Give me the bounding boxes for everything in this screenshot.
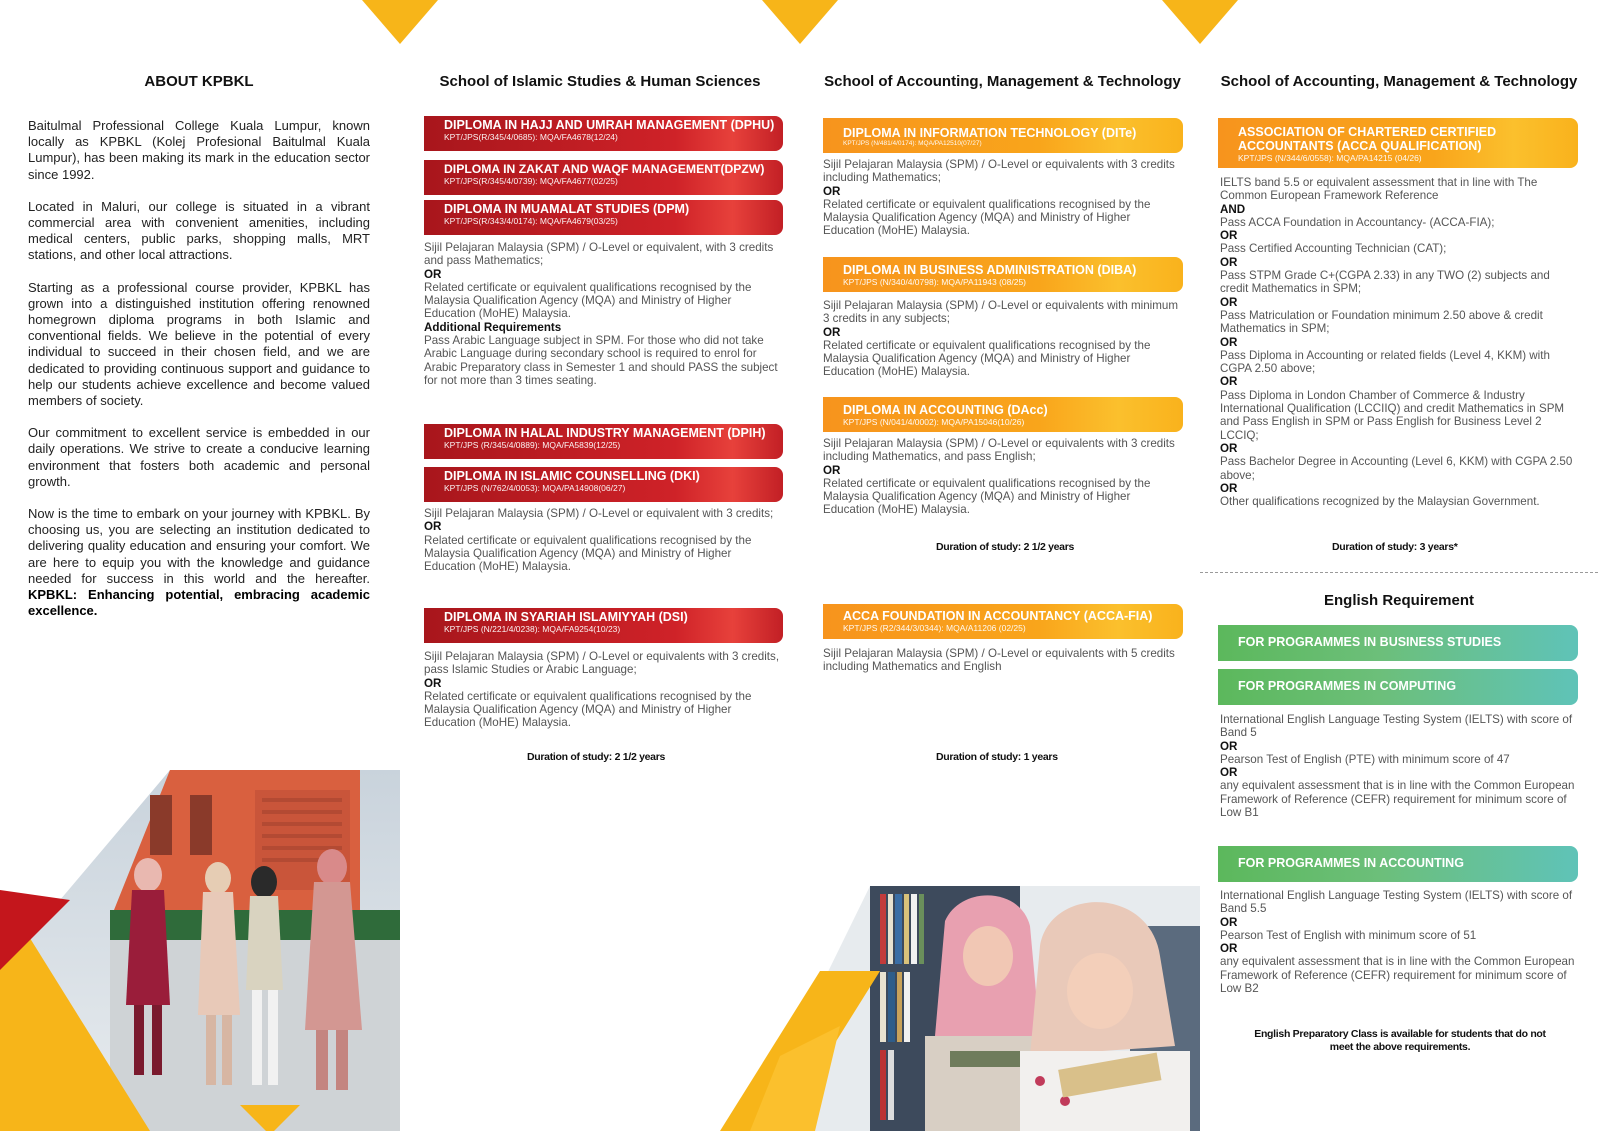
program-name: DIPLOMA IN BUSINESS ADMINISTRATION (DIBA): [843, 263, 1137, 277]
amt-school-title: School of Accounting, Management & Technology: [824, 73, 1181, 90]
students-photo-svg: [0, 770, 400, 1131]
islamic-school-title: School of Islamic Studies & Human Sciences: [439, 73, 761, 90]
library-photo: [720, 886, 1200, 1131]
program-name-line2: ACCOUNTANTS (ACCA QUALIFICATION): [1238, 139, 1482, 153]
amt-school-title-2: School of Accounting, Management & Technology: [1220, 73, 1578, 90]
program-banner-acca-fia[interactable]: [823, 604, 1183, 639]
students-photo: [0, 770, 400, 1131]
program-code: KPT/JPS (R/345/4/0889): MQA/FA5839(12/25): [444, 440, 621, 450]
about-paragraph: Baitulmal Professional College Kuala Lumpur, known locally as KPBKL (Kolej Profesional Baitulmal Kuala Lumpur), has been making its mark in the education sector since 1992.: [28, 118, 370, 182]
requirements-block: Sijil Pelajaran Malaysia (SPM) / O-Level or equivalents with 3 credits, pass Islamic Studies or Arabic Language; OR Related certificate or equivalent qualifications recognised by the Malaysia Qualification Agency (MQA) and Ministry of Higher Education (MoHE) Malaysia.: [424, 650, 780, 730]
about-paragraph: Located in Maluri, our college is situated in a vibrant commercial area with convenient amenities, including medical centers, public parks, shopping malls, MRT stations, and other local attractions.: [28, 198, 370, 263]
requirements-block: Sijil Pelajaran Malaysia (SPM) / O-Level or equivalents with 5 credits including Mathematics and English: [823, 647, 1175, 674]
program-name: DIPLOMA IN ISLAMIC COUNSELLING (DKI): [444, 469, 700, 483]
program-name: DIPLOMA IN ZAKAT AND WAQF MANAGEMENT(DPZW): [444, 162, 765, 176]
additional-requirements-title: Additional Requirements: [424, 320, 562, 334]
about-paragraph: Now is the time to embark on your journey with KPBKL. By choosing us, you are selecting an institution dedicated to delivering quality education and ensuring your comfort. We are here to equip you with the knowledge and guidance needed for success in this world and the hereafter. KPBKL: Enhancing potential, embracing academic excellence.: [28, 506, 370, 619]
english-banner-business[interactable]: [1218, 625, 1578, 661]
section-divider: [1200, 572, 1598, 573]
program-name: DIPLOMA IN ACCOUNTING (DAcc): [843, 403, 1048, 417]
english-requirements-block: International English Language Testing System (IELTS) with score of Band 5.5 OR Pearson Test of English with minimum score of 51 OR any equivalent assessment that is in line with the Common European Framework of Reference (CEFR) requirement for minimum score of Low B2: [1220, 889, 1575, 996]
english-requirement-title: English Requirement: [1323, 592, 1475, 609]
english-banner-label: FOR PROGRAMMES IN BUSINESS STUDIES: [1238, 635, 1502, 649]
program-code: KPT/JPS (R2/344/3/0344): MQA/A11206 (02/25): [843, 623, 1026, 633]
program-banner-dite[interactable]: [823, 118, 1183, 153]
top-triangle-1: [362, 0, 438, 44]
about-text: [28, 118, 370, 619]
requirements-block: Sijil Pelajaran Malaysia (SPM) / O-Level or equivalents with 3 credits including Mathematics, and pass English; OR Related certificate or equivalent qualifications recognised by the Malaysia Qualification Agency (MQA) and Ministry of Higher Education (MoHE) Malaysia.: [823, 437, 1175, 517]
requirements-block: Sijil Pelajaran Malaysia (SPM) / O-Level or equivalents with 3 credits including Mathematics; OR Related certificate or equivalent qualifications recognised by the Malaysia Qualification Agency (MQA) and Ministry of Higher Education (MoHE) Malaysia.: [823, 158, 1175, 238]
program-banner-diba[interactable]: [823, 257, 1183, 292]
program-code: KPT/JPS(R/345/4/0685): MQA/FA4678(12/24): [444, 132, 618, 142]
duration-of-study: Duration of study: 2 1/2 years: [936, 541, 1075, 553]
program-name: DIPLOMA IN HALAL INDUSTRY MANAGEMENT (DPIH): [444, 426, 766, 440]
library-photo-svg: [720, 886, 1200, 1131]
program-code: KPT/JPS(R/345/4/0739): MQA/FA4677(02/25): [444, 176, 618, 186]
program-code: KPT/JPS (N/344/6/0558): MQA/PA14215 (04/26): [1238, 153, 1422, 163]
top-triangle-3: [1162, 0, 1238, 44]
program-banner-dpm[interactable]: [424, 200, 783, 235]
program-banner-dpih[interactable]: [424, 424, 783, 459]
requirements-block: Sijil Pelajaran Malaysia (SPM) / O-Level or equivalent, with 3 credits and pass Mathematics; OR Related certificate or equivalent qualifications recognised by the Malaysia Qualification Agency (MQA) and Ministry of Higher Education (MoHE) Malaysia. Additional Requirements Pass Arabic Language subject in SPM. For those who did not take Arabic Language during secondary school is required to enrol for Arabic Preparatory class in Semester 1 and should PASS the subject for not more than 3 times seating.: [424, 241, 784, 387]
english-preparatory-note: English Preparatory Class is available for students that do not meet the above requirements.: [1254, 1028, 1546, 1053]
program-banner-acca[interactable]: [1218, 118, 1578, 168]
program-banner-dpzw[interactable]: [424, 160, 783, 195]
program-name-line1: ASSOCIATION OF CHARTERED CERTIFIED: [1238, 125, 1497, 139]
program-banner-dacc[interactable]: [823, 397, 1183, 432]
program-code: KPT/JPS (N/340/4/0798): MQA/PA11943 (08/25): [843, 277, 1026, 287]
english-banner-computing[interactable]: [1218, 669, 1578, 705]
program-name: DIPLOMA IN INFORMATION TECHNOLOGY (DITe): [843, 126, 1137, 140]
about-title: ABOUT KPBKL: [144, 73, 254, 90]
program-name: DIPLOMA IN SYARIAH ISLAMIYYAH (DSI): [444, 610, 688, 624]
english-banner-accounting[interactable]: [1218, 846, 1578, 882]
duration-of-study: Duration of study: 1 years: [936, 751, 1058, 763]
program-code: KPT/JPS (N/221/4/0238): MQA/FA9254(10/23): [444, 624, 621, 634]
program-name: ACCA FOUNDATION IN ACCOUNTANCY (ACCA-FIA): [843, 609, 1153, 623]
program-banner-dphu[interactable]: [424, 116, 783, 151]
program-name: DIPLOMA IN HAJJ AND UMRAH MANAGEMENT (DPHU): [444, 118, 775, 132]
duration-of-study: Duration of study: 2 1/2 years: [527, 751, 666, 763]
program-code: KPT/JPS (N/041/4/0002): MQA/PA15046(10/26): [843, 417, 1025, 427]
about-paragraph: Starting as a professional course provider, KPBKL has grown into a distinguished institution offering renowned homegrown diploma programs in both Islamic and conventional fields. We believe in the potential of every individual to succeed in their chosen field, and we are dedicated to providing continuous support and guidance to help our students achieve excellence and become valued members of society.: [28, 279, 370, 409]
english-banner-label: FOR PROGRAMMES IN COMPUTING: [1238, 679, 1457, 693]
requirements-block: Sijil Pelajaran Malaysia (SPM) / O-Level or equivalent with 3 credits; OR Related certificate or equivalent qualifications recognised by the Malaysia Qualification Agency (MQA) and Ministry of Higher Education (MoHE) Malaysia.: [424, 507, 774, 574]
program-banner-dki[interactable]: [424, 467, 783, 502]
about-tagline: KPBKL: Enhancing potential, embracing academic excellence.: [28, 587, 370, 619]
acca-requirements-block: IELTS band 5.5 or equivalent assessment that in line with The Common European Framework Reference AND Pass ACCA Foundation in Accountancy- (ACCA-FIA); OR Pass Certified Accounting Technician (CAT); OR Pass STPM Grade C+(CGPA 2.33) in any TWO (2) subjects and credit Mathematics in SPM; OR Pass Matriculation or Foundation minimum 2.50 above & credit Mathematics in SPM; OR Pass Diploma in Accounting or related fields (Level 4, KKM) with CGPA 2.50 above; OR Pass Diploma in London Chamber of Commerce & Industry International Qualification (LCCIIQ) and credit Mathematics in SPM and Pass English in SPM or Pass English for Business Level 2 LCCIQ; OR Pass Bachelor Degree in Accounting (Level 6, KKM) with CGPA 2.50 above; OR Other qualifications recognized by the Malaysian Government.: [1220, 176, 1573, 509]
english-requirements-block: International English Language Testing System (IELTS) with score of Band 5 OR Pearson Test of English (PTE) with minimum score of 47 OR any equivalent assessment that is in line with the Common European Framework of Reference (CEFR) requirement for minimum score of Low B1: [1220, 713, 1575, 820]
about-paragraph: Our commitment to excellent service is embedded in our daily operations. We strive to create a conducive learning environment that fosters both academic and personal growth.: [28, 425, 370, 489]
english-banner-label: FOR PROGRAMMES IN ACCOUNTING: [1238, 856, 1464, 870]
program-code: KPT/JPS (N/762/4/0053): MQA/PA14908(06/27): [444, 483, 626, 493]
requirements-block: Sijil Pelajaran Malaysia (SPM) / O-Level or equivalents with minimum 3 credits in any subjects; OR Related certificate or equivalent qualifications recognised by the Malaysia Qualification Agency (MQA) and Ministry of Higher Education (MoHE) Malaysia.: [823, 299, 1179, 379]
program-name: DIPLOMA IN MUAMALAT STUDIES (DPM): [444, 202, 690, 216]
top-triangle-2: [762, 0, 838, 44]
program-code: KPT/JPS (N/481/4/0174): MQA/PA12510(07/27): [843, 140, 982, 147]
duration-of-study: Duration of study: 3 years*: [1332, 541, 1458, 553]
program-code: KPT/JPS(R/343/4/0174): MQA/FA4679(03/25): [444, 216, 618, 226]
program-banner-dsi[interactable]: [424, 608, 783, 643]
